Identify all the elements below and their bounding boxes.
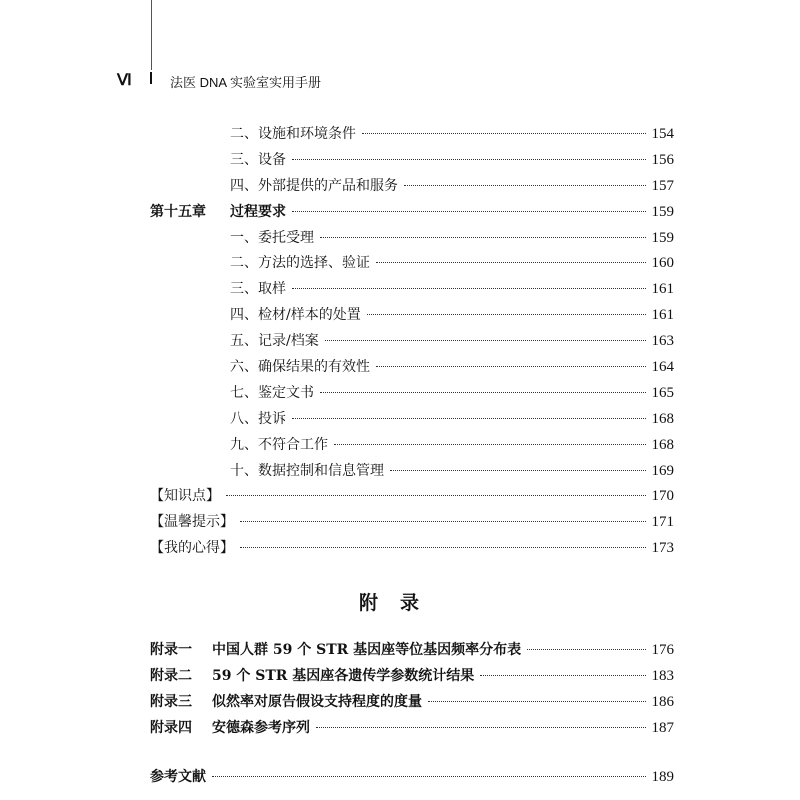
toc-entry[interactable]: [150, 329, 674, 355]
dot-leader: [325, 340, 646, 341]
toc-entry[interactable]: [150, 174, 674, 200]
page-number: 161: [651, 307, 674, 324]
dot-leader: [390, 470, 646, 471]
entry-label: 二、方法的选择、验证: [230, 255, 370, 272]
dot-leader: [226, 495, 646, 496]
entry-label: 六、确保结果的有效性: [230, 359, 370, 376]
entry-label: 九、不符合工作: [230, 436, 328, 453]
page-number: 165: [651, 384, 674, 401]
dot-leader: [334, 444, 646, 445]
entry-label: 四、检材/样本的处置: [230, 307, 361, 324]
page-number: 161: [651, 281, 674, 298]
page-folio: Ⅵ: [117, 72, 131, 89]
entry-label: 59 个 STR 基因座各遗传学参数统计结果: [212, 667, 475, 684]
dot-leader: [292, 288, 646, 289]
dot-leader: [320, 237, 646, 238]
entry-label: 参考文献: [150, 769, 206, 785]
page-number: 189: [651, 769, 674, 785]
page-number: 171: [651, 514, 674, 531]
page-number: 187: [651, 719, 674, 736]
dot-leader: [212, 776, 646, 777]
dot-leader: [362, 133, 646, 134]
references-list: [150, 765, 674, 791]
entry-label: 四、外部提供的产品和服务: [230, 177, 398, 194]
toc-entry[interactable]: [150, 536, 674, 562]
chapter-title: 过程要求: [230, 203, 286, 220]
toc-entry[interactable]: [150, 407, 674, 433]
dot-leader: [527, 649, 645, 650]
dot-leader: [316, 727, 646, 728]
appendix-entry[interactable]: [150, 716, 674, 742]
entry-label: 【我的心得】: [150, 540, 234, 557]
chapter-number: 第十五章: [150, 203, 206, 220]
page-number: 168: [651, 436, 674, 453]
entry-label: 三、设备: [230, 151, 286, 168]
toc-entry[interactable]: [150, 381, 674, 407]
dot-leader: [376, 262, 646, 263]
toc-entry[interactable]: [150, 355, 674, 381]
appendix-entry[interactable]: [150, 690, 674, 716]
toc-entry[interactable]: [150, 251, 674, 277]
entry-label: 似然率对原告假设支持程度的度量: [212, 693, 422, 710]
dot-leader: [404, 185, 646, 186]
page-number: 168: [651, 410, 674, 427]
dot-leader: [428, 701, 646, 702]
page-number: 164: [651, 359, 674, 376]
page-number: 183: [651, 667, 674, 684]
page-number: 156: [651, 151, 674, 168]
appendix-entry[interactable]: [150, 664, 674, 690]
entry-label: 【温馨提示】: [150, 514, 234, 531]
page-number: 169: [651, 462, 674, 479]
entry-label: 十、数据控制和信息管理: [230, 462, 384, 479]
page-number: 170: [651, 488, 674, 505]
page-number: 160: [651, 255, 674, 272]
entry-label: 安德森参考序列: [212, 719, 310, 736]
dot-leader: [320, 392, 646, 393]
appendix-heading: 附录: [358, 592, 441, 614]
margin-rule: [151, 0, 152, 70]
toc-entry[interactable]: [150, 484, 674, 510]
appendix-list: [150, 638, 674, 742]
page-number: 186: [651, 693, 674, 710]
dot-leader: [292, 159, 646, 160]
toc-chapter-entry[interactable]: [150, 200, 674, 226]
dot-leader: [292, 418, 646, 419]
references-entry[interactable]: [150, 765, 674, 791]
dot-leader: [480, 675, 645, 676]
dot-leader: [367, 314, 646, 315]
toc-entry[interactable]: [150, 122, 674, 148]
page-number: 159: [651, 203, 674, 220]
page-number: 173: [651, 540, 674, 557]
entry-label: 七、鉴定文书: [230, 384, 314, 401]
page-number: 163: [651, 333, 674, 350]
entry-label: 【知识点】: [150, 488, 220, 505]
toc-entry[interactable]: [150, 433, 674, 459]
toc-entry[interactable]: [150, 459, 674, 485]
dot-leader: [240, 521, 646, 522]
entry-label: 五、记录/档案: [230, 333, 319, 350]
page-number: 154: [651, 126, 674, 142]
appendix-number: 附录四: [150, 719, 192, 736]
entry-label: 三、取样: [230, 281, 286, 298]
appendix-entry[interactable]: [150, 638, 674, 664]
entry-label: 二、设施和环境条件: [230, 126, 356, 142]
toc-entry[interactable]: [150, 277, 674, 303]
header-rule-mark: [150, 72, 152, 84]
toc-entry[interactable]: [150, 148, 674, 174]
dot-leader: [240, 547, 646, 548]
toc-entry[interactable]: [150, 510, 674, 536]
toc-entry[interactable]: [150, 303, 674, 329]
running-title: 法医 DNA 实验室实用手册: [170, 75, 321, 90]
dot-leader: [376, 366, 646, 367]
page-number: 157: [651, 177, 674, 194]
appendix-number: 附录一: [150, 642, 192, 658]
page-number: 176: [651, 642, 674, 658]
page-number: 159: [651, 229, 674, 246]
appendix-number: 附录二: [150, 667, 192, 684]
entry-label: 八、投诉: [230, 410, 286, 427]
dot-leader: [292, 211, 646, 212]
toc-entry[interactable]: [150, 226, 674, 252]
toc-list: [150, 122, 674, 562]
entry-label: 中国人群 59 个 STR 基因座等位基因频率分布表: [212, 642, 522, 658]
entry-label: 一、委托受理: [230, 229, 314, 246]
appendix-number: 附录三: [150, 693, 192, 710]
